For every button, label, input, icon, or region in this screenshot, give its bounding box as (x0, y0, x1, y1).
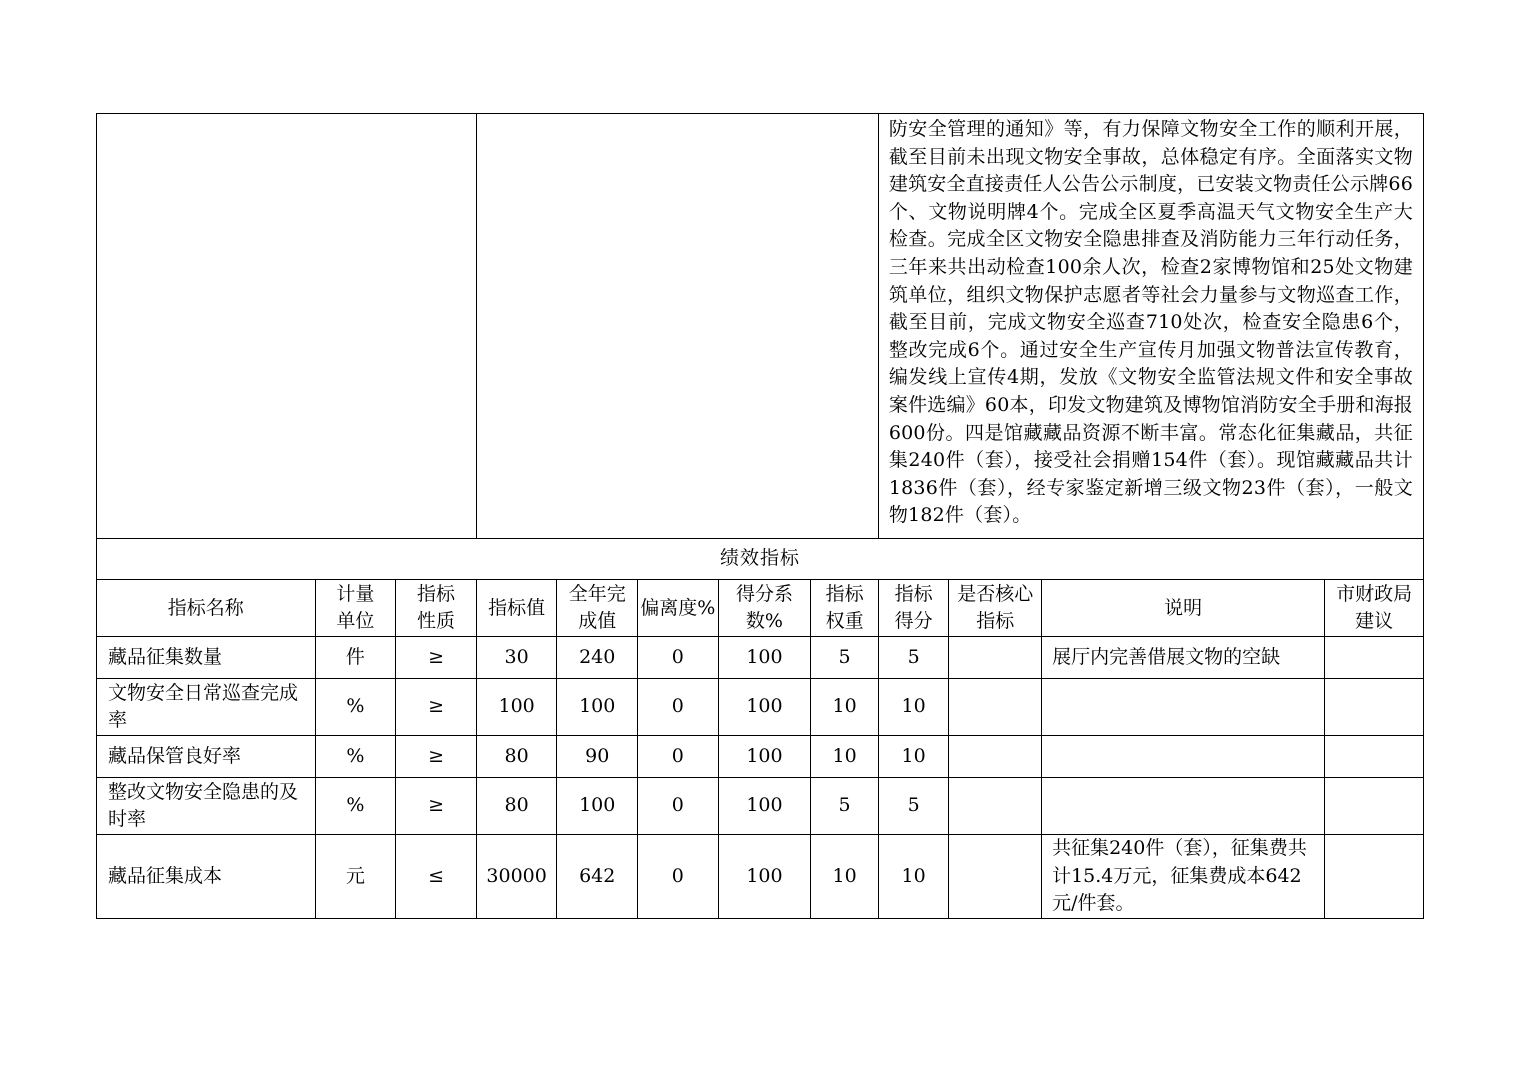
blank-cell-middle (476, 114, 878, 539)
row-value: 80 (476, 778, 557, 835)
row-nature: ≥ (396, 637, 477, 679)
row-unit: % (315, 679, 396, 736)
row-value: 100 (476, 679, 557, 736)
header-value: 指标值 (476, 580, 557, 637)
table-row (97, 736, 1424, 778)
header-weight: 指标权重 (811, 580, 879, 637)
row-deviation: 0 (638, 835, 719, 919)
row-unit: 件 (315, 637, 396, 679)
row-coef: 100 (718, 835, 811, 919)
row-score: 10 (878, 679, 949, 736)
narrative-row (97, 114, 1424, 539)
row-desc (1042, 736, 1325, 778)
row-value: 80 (476, 736, 557, 778)
row-advice (1325, 679, 1424, 736)
row-value: 30000 (476, 835, 557, 919)
row-core (949, 835, 1042, 919)
performance-table (96, 113, 1424, 919)
row-advice (1325, 778, 1424, 835)
section-title-row (97, 539, 1424, 580)
row-desc: 共征集240件（套），征集费共计15.4万元，征集费成本642元/件套。 (1042, 835, 1325, 919)
row-name: 藏品保管良好率 (97, 736, 316, 778)
header-coef: 得分系数% (718, 580, 811, 637)
table-row (97, 778, 1424, 835)
row-deviation: 0 (638, 637, 719, 679)
row-core (949, 736, 1042, 778)
narrative-text: 防安全管理的通知》等，有力保障文物安全工作的顺利开展，截至目前未出现文物安全事故，总体稳定有序。全面落实文物建筑安全直接责任人公告公示制度，已安装文物责任公示牌66个、文物说明牌4个。完成全区夏季高温天气文物安全生产大检查。完成全区文物安全隐患排查及消防能力三年行动任务，三年来共出动检查100余人次，检查2家博物馆和25处文物建筑单位，组织文物保护志愿者等社会力量参与文物巡查工作，截至目前，完成文物安全巡查710处次，检查安全隐患6个，整改完成6个。通过安全生产宣传月加强文物普法宣传教育，编发线上宣传4期，发放《文物安全监管法规文件和安全事故案件选编》60本，印发文物建筑及博物馆消防安全手册和海报600份。四是馆藏藏品资源不断丰富。常态化征集藏品，共征集240件（套），接受社会捐赠154件（套）。现馆藏藏品共计1836件（套），经专家鉴定新增三级文物23件（套），一般文物182件（套）。 (878, 114, 1423, 539)
row-annual: 240 (557, 637, 638, 679)
table-row (97, 637, 1424, 679)
row-nature: ≤ (396, 835, 477, 919)
table-row (97, 835, 1424, 919)
row-deviation: 0 (638, 736, 719, 778)
row-advice (1325, 736, 1424, 778)
row-score: 10 (878, 835, 949, 919)
row-desc (1042, 778, 1325, 835)
row-deviation: 0 (638, 679, 719, 736)
row-unit: % (315, 778, 396, 835)
header-name: 指标名称 (97, 580, 316, 637)
row-coef: 100 (718, 679, 811, 736)
header-annual: 全年完成值 (557, 580, 638, 637)
header-advice: 市财政局建议 (1325, 580, 1424, 637)
row-core (949, 637, 1042, 679)
row-nature: ≥ (396, 679, 477, 736)
row-name: 整改文物安全隐患的及时率 (97, 778, 316, 835)
row-name: 文物安全日常巡查完成率 (97, 679, 316, 736)
row-annual: 90 (557, 736, 638, 778)
row-value: 30 (476, 637, 557, 679)
row-coef: 100 (718, 736, 811, 778)
row-core (949, 679, 1042, 736)
row-annual: 642 (557, 835, 638, 919)
row-weight: 10 (811, 835, 879, 919)
section-title: 绩效指标 (97, 539, 1424, 580)
report-sheet (96, 113, 1424, 919)
header-unit: 计量单位 (315, 580, 396, 637)
row-unit: % (315, 736, 396, 778)
row-coef: 100 (718, 778, 811, 835)
row-weight: 10 (811, 679, 879, 736)
row-desc (1042, 679, 1325, 736)
row-weight: 5 (811, 778, 879, 835)
row-score: 5 (878, 778, 949, 835)
header-core: 是否核心指标 (949, 580, 1042, 637)
header-nature: 指标性质 (396, 580, 477, 637)
row-weight: 5 (811, 637, 879, 679)
row-deviation: 0 (638, 778, 719, 835)
row-desc: 展厅内完善借展文物的空缺 (1042, 637, 1325, 679)
row-name: 藏品征集成本 (97, 835, 316, 919)
row-core (949, 778, 1042, 835)
row-unit: 元 (315, 835, 396, 919)
row-advice (1325, 835, 1424, 919)
row-coef: 100 (718, 637, 811, 679)
row-score: 10 (878, 736, 949, 778)
row-name: 藏品征集数量 (97, 637, 316, 679)
row-annual: 100 (557, 679, 638, 736)
row-score: 5 (878, 637, 949, 679)
row-annual: 100 (557, 778, 638, 835)
header-row (97, 580, 1424, 637)
row-nature: ≥ (396, 778, 477, 835)
row-weight: 10 (811, 736, 879, 778)
header-desc: 说明 (1042, 580, 1325, 637)
row-advice (1325, 637, 1424, 679)
header-deviation: 偏离度% (638, 580, 719, 637)
table-row (97, 679, 1424, 736)
blank-cell-left (97, 114, 477, 539)
header-score: 指标得分 (878, 580, 949, 637)
row-nature: ≥ (396, 736, 477, 778)
